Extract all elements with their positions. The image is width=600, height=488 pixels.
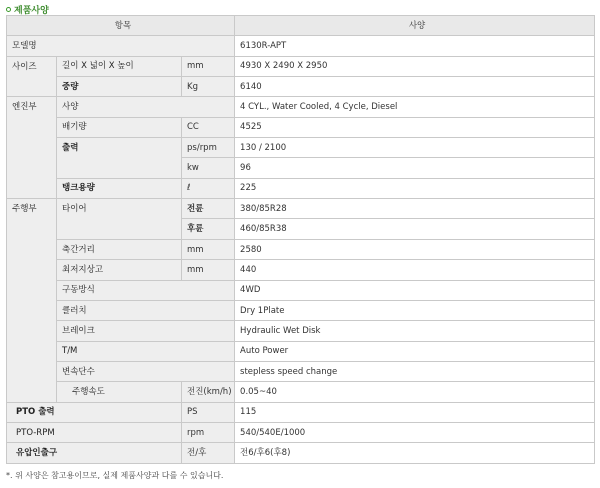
- table-row: [7, 56, 595, 76]
- table-row: [7, 117, 595, 137]
- row-value: 6140: [235, 77, 595, 97]
- row-value: 2580: [235, 239, 595, 259]
- row-value: 380/85R28: [235, 199, 595, 219]
- row-value: 460/85R38: [235, 219, 595, 239]
- row-unit: ps/rpm: [182, 138, 235, 158]
- row-value: Dry 1Plate: [235, 300, 595, 320]
- table-row: [7, 199, 595, 219]
- row-label: 브레이크: [57, 321, 235, 341]
- row-value: 440: [235, 260, 595, 280]
- row-value: Auto Power: [235, 341, 595, 361]
- table-row: [7, 341, 595, 361]
- bullet-circle-icon: [6, 7, 11, 12]
- table-row: [7, 361, 595, 381]
- row-label: 사양: [57, 97, 235, 117]
- row-unit: rpm: [182, 422, 235, 442]
- row-value: 4525: [235, 117, 595, 137]
- table-row: [7, 260, 595, 280]
- row-label: T/M: [57, 341, 235, 361]
- row-label: 변속단수: [57, 361, 235, 381]
- row-unit: 전진(km/h): [182, 382, 235, 402]
- table-row: [7, 178, 595, 198]
- row-value: 115: [235, 402, 595, 422]
- row-value: 225: [235, 178, 595, 198]
- row-label: 탱크용량: [57, 178, 182, 198]
- row-label: 클러치: [57, 300, 235, 320]
- row-label: 중량: [57, 77, 182, 97]
- table-row: [7, 97, 595, 117]
- table-row: [7, 239, 595, 259]
- row-label: PTO-RPM: [7, 422, 182, 442]
- row-value: 96: [235, 158, 595, 178]
- row-label: 구동방식: [57, 280, 235, 300]
- row-label: 유압인출구: [7, 443, 182, 463]
- table-row: [7, 382, 595, 402]
- row-label: 배기량: [57, 117, 182, 137]
- row-unit: PS: [182, 402, 235, 422]
- row-label: 타이어: [57, 199, 182, 240]
- row-label: 최저지상고: [57, 260, 182, 280]
- row-value: stepless speed change: [235, 361, 595, 381]
- row-label: 길이 X 넓이 X 높이: [57, 56, 182, 76]
- row-value: 4WD: [235, 280, 595, 300]
- row-label: 출력: [57, 138, 182, 179]
- row-unit: 전/후: [182, 443, 235, 463]
- row-value: 540/540E/1000: [235, 422, 595, 442]
- row-unit: kw: [182, 158, 235, 178]
- row-unit: mm: [182, 260, 235, 280]
- table-row: [7, 138, 595, 158]
- row-label: 축간거리: [57, 239, 182, 259]
- table-row: [7, 443, 595, 463]
- section-heading-text: 제품사양: [14, 5, 49, 16]
- row-unit: mm: [182, 56, 235, 76]
- row-value: Hydraulic Wet Disk: [235, 321, 595, 341]
- spec-table: [6, 15, 595, 464]
- table-row: [7, 77, 595, 97]
- row-unit: 후륜: [182, 219, 235, 239]
- row-label: PTO 출력: [7, 402, 182, 422]
- section-heading: [6, 3, 49, 15]
- table-row: [7, 36, 595, 56]
- header-spec: 사양: [235, 16, 595, 36]
- table-header-row: [7, 16, 595, 36]
- row-value: 전6/후6(후8): [235, 443, 595, 463]
- row-value: 6130R-APT: [235, 36, 595, 56]
- row-value: 130 / 2100: [235, 138, 595, 158]
- group-label: 사이즈: [7, 56, 57, 97]
- row-value: 4 CYL., Water Cooled, 4 Cycle, Diesel: [235, 97, 595, 117]
- group-label: 주행부: [7, 199, 57, 402]
- table-row: [7, 280, 595, 300]
- row-value: 0.05~40: [235, 382, 595, 402]
- row-value: 4930 X 2490 X 2950: [235, 56, 595, 76]
- row-unit: ℓ: [182, 178, 235, 198]
- row-label: 모델명: [7, 36, 235, 56]
- header-item: 항목: [7, 16, 235, 36]
- table-row: [7, 422, 595, 442]
- table-row: [7, 402, 595, 422]
- row-unit: Kg: [182, 77, 235, 97]
- footnote: *. 위 사양은 참고용이므로, 실제 제품사양과 다를 수 있습니다.: [6, 471, 224, 480]
- row-label: 주행속도: [57, 382, 182, 402]
- table-row: [7, 300, 595, 320]
- row-unit: CC: [182, 117, 235, 137]
- table-row: [7, 321, 595, 341]
- group-label: 엔진부: [7, 97, 57, 199]
- row-unit: 전륜: [182, 199, 235, 219]
- row-unit: mm: [182, 239, 235, 259]
